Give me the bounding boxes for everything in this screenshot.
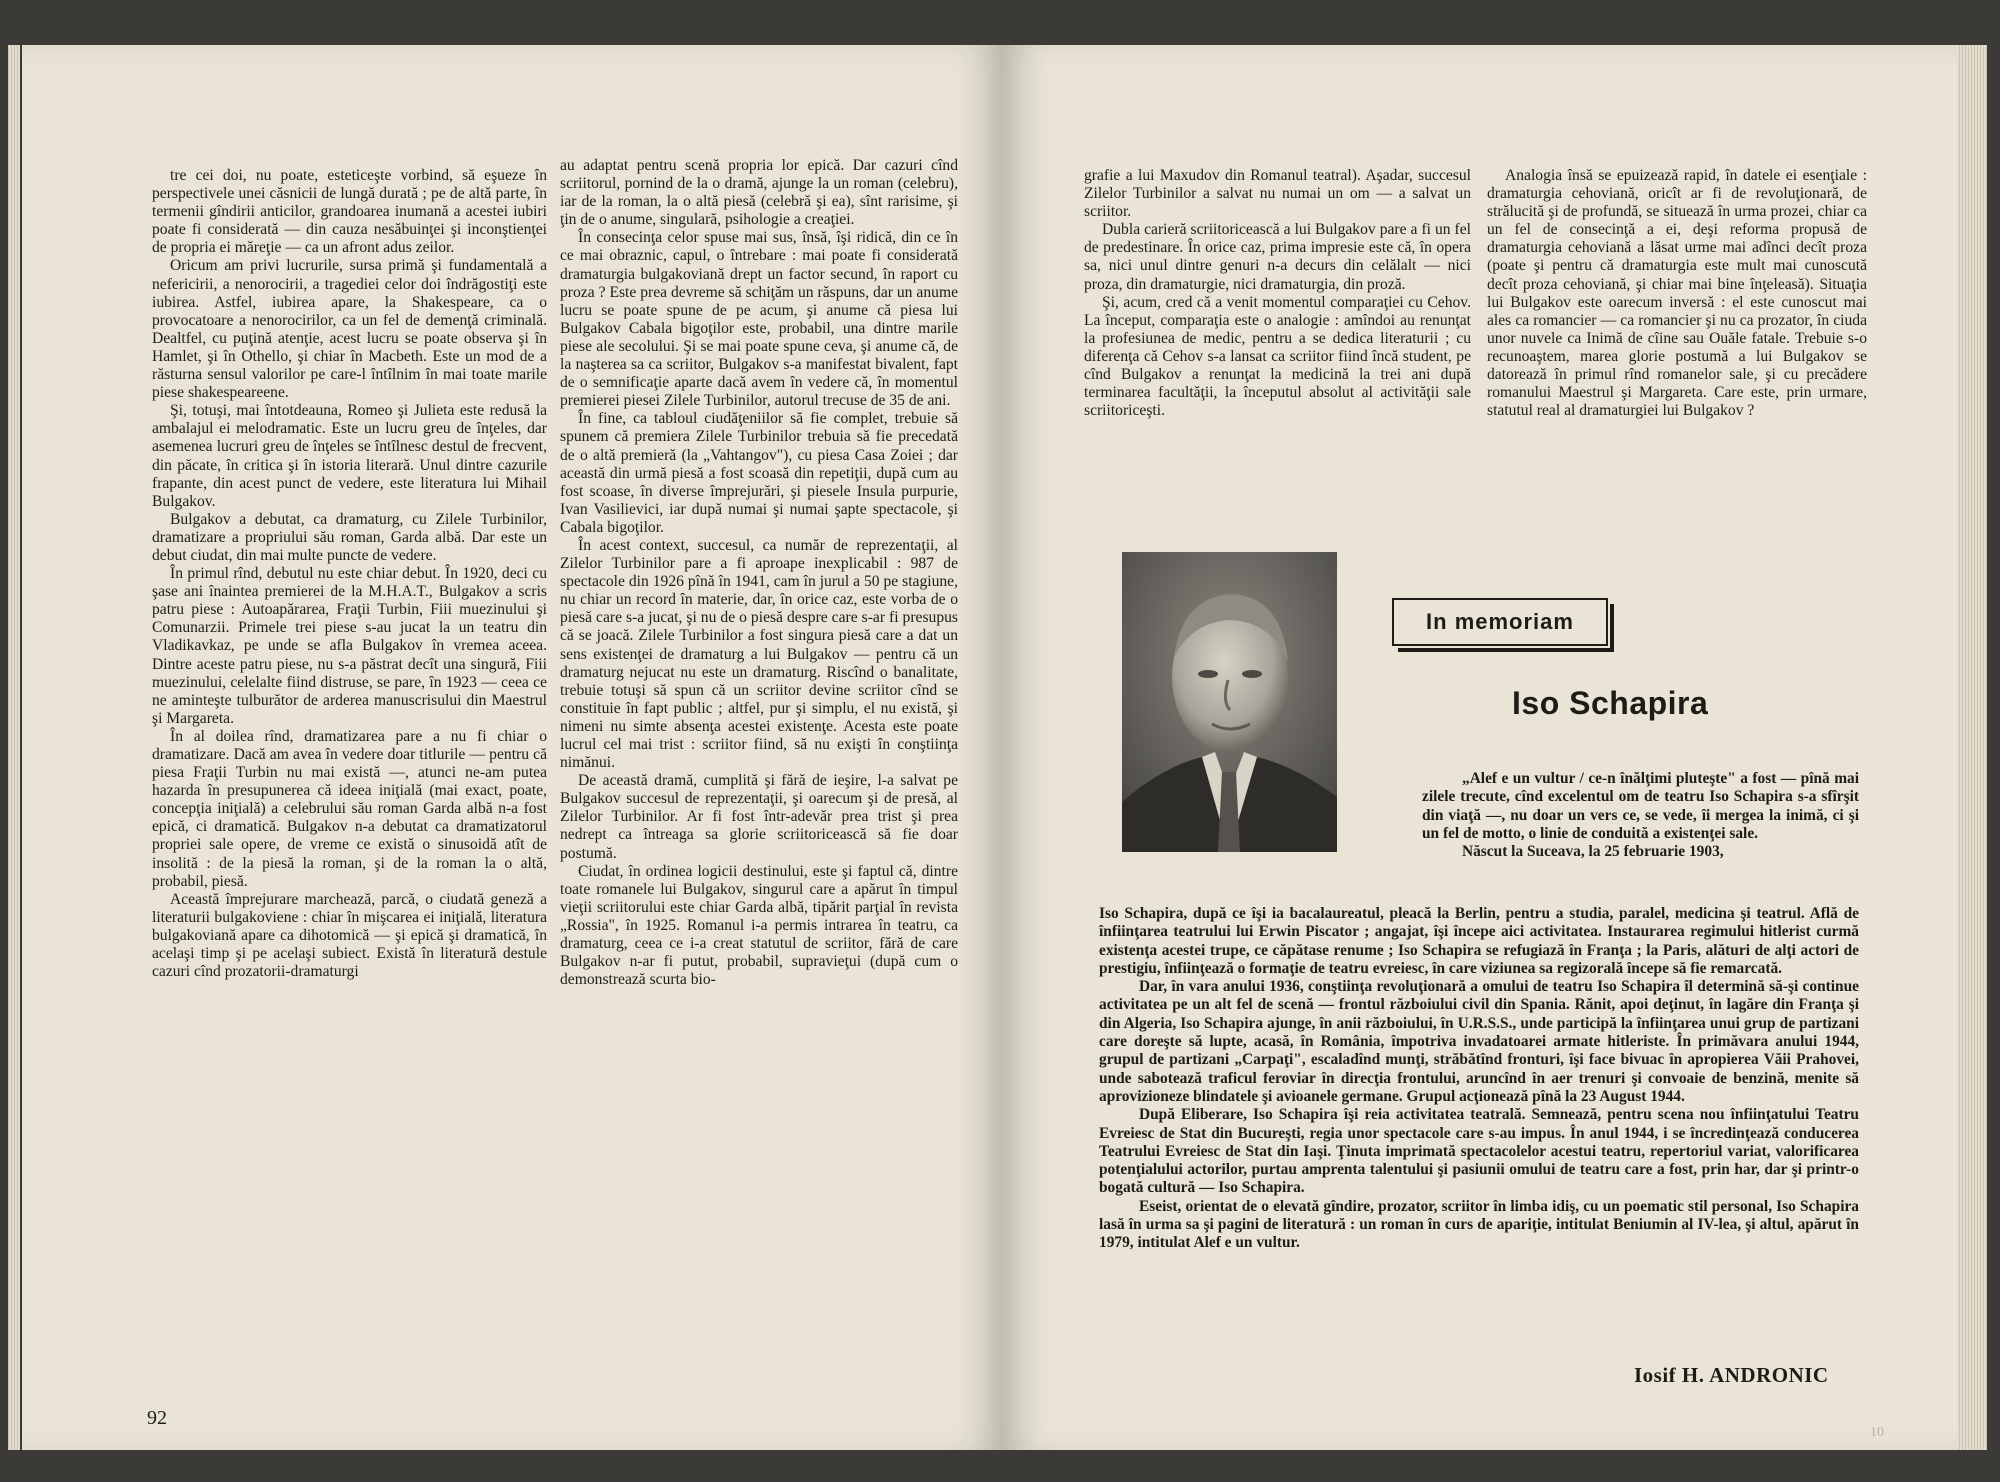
page-stack-left <box>8 45 20 1450</box>
paragraph: De această dramă, cumplită şi fără de ieşire, l-a salvat pe Bulgakov succesul de reprezentaţii, şi oarecum şi de presă, al Zilelor Turbinilor. Ar fi fost într-adevăr prea trist şi prea nedrept ca întreaga sa glorie scriitoricească să fie doar postumă. <box>560 772 958 862</box>
paragraph: Dubla carieră scriitoricească a lui Bulgakov pare a fi un fel de predestinare. În orice caz, prima impresie este că, în opera sa, nici unul dintre genuri n-a decurs din celălalt — nici proza, din dramaturgie, nici dramaturgia, din proză. <box>1084 221 1471 293</box>
paragraph: După Eliberare, Iso Schapira îşi reia activitatea teatrală. Semnează, pentru scena nou înfiinţatului Teatru Evreiesc de Stat din Bucureşti, regia unor spectacole care s-au impus. În anul 1944, i se încredinţează conducerea Teatrului Evreiesc de Stat din Iaşi. Ţinuta imprimată spectacolelor acestui teatru, repertoriul variat, valorificarea potenţialului actorilor, purtau amprenta talentului şi pasiunii omului de teatru care a fost, prin har, dar şi printr-o bogată cultură — Iso Schapira. <box>1099 1106 1859 1197</box>
obituary-body <box>1099 905 1859 1253</box>
paragraph: În al doilea rînd, dramatizarea pare a nu fi chiar o dramatizare. Dacă am avea în vedere doar titlurile — pentru că piesa Fraţii Turbin nu mai există —, atunci ne-am putea hazarda în presupunerea că ideea iniţială (mai exact, poate, concepţia iniţială) a celebrului său roman Garda albă n-a fost epică, ci dramatică. Bulgakov n-a debutat ca dramatizatorul propriei sale opere, de vreme ce există o sinusoidă atît de insolită : de la piesă la roman, şi de la roman la o altă, probabil, piesă. <box>152 727 547 890</box>
paragraph: Născut la Suceava, la 25 februarie 1903, <box>1462 843 1724 861</box>
right-column-1 <box>1084 167 1471 420</box>
left-column-1 <box>152 167 547 981</box>
left-page <box>22 45 1002 1450</box>
paragraph: Şi, acum, cred că a venit momentul comparaţiei cu Cehov. La început, comparaţia este o analogie : amîndoi au renunţat la profesiunea de medic, pentru a se dedica literaturii ; cu diferenţa că Cehov s-a lansat ca scriitor fiind încă student, pe cînd Bulgakov a renunţat la medicină la trei ani după terminarea facultăţii, la începutul absolut al activităţii sale scriitoriceşti. <box>1084 293 1471 420</box>
paragraph: În primul rînd, debutul nu este chiar debut. În 1920, deci cu şase ani înaintea premierei de la M.H.A.T., Bulgakov a scris patru piese : Autoapărarea, Fraţii Turbin, Fiii muezinului şi Comunarzii. Primele trei piese s-au jucat la un teatru din Vladikavkaz, pe unde se afla Bulgakov în vremea aceea. Dintre aceste patru piese, nu s-a păstrat decît una singură, Fiii muezinului, celelalte fiind distruse, se pare, în 1923 — ceea ce ne aminteşte tulburător de arderea manuscrisului din Maestrul şi Margareta. <box>152 565 547 727</box>
left-column-2 <box>560 157 958 989</box>
paragraph: Ciudat, în ordinea logicii destinului, este şi faptul că, dintre toate romanele lui Bulgakov, singurul care a apărut în timpul vieţii scriitorului este chiar Garda albă, tipărit parţial în revista „Rossia", în 1925. Romanul i-a permis intrarea în teatru, ca dramaturg, ceea ce i-a creat statutul de scriitor, fără de care Bulgakov n-ar fi putut, probabil, supravieţui (după cum o demonstrează scurta bio- <box>560 862 958 989</box>
paragraph: Şi, totuşi, mai întotdeauna, Romeo şi Julieta este redusă la ambalajul ei melodramatic. Este un lucru greu de înţeles, dar asemenea lucruri greu de înţeles se întîlnesc destul de frecvent, din păcate, în critica şi în istoria literară. Unul dintre cazurile frapante, din acest punct de vedere, este literatura lui Mihail Bulgakov. <box>152 402 547 510</box>
obituary-lead <box>1422 770 1859 861</box>
author-signature: Iosif H. ANDRONIC <box>1634 1363 1829 1387</box>
page-number: 92 <box>147 1407 167 1429</box>
paragraph: Bulgakov a debutat, ca dramaturg, cu Zilele Turbinilor, dramatizare a propriului său roman, Garda albă. Dar este un debut ciudat, din mai multe puncte de vedere. <box>152 510 547 564</box>
paragraph: „Alef e un vultur / ce-n înălţimi pluteşte" a fost — pînă mai zilele trecute, cînd excelentul om de teatru Iso Schapira s-a sfîrşit din viaţă —, nu doar un vers ce, se vede, îi mergea la inimă, ci şi un fel de motto, o linie de conduită a existenţei sale. <box>1422 770 1859 842</box>
paragraph: tre cei doi, nu poate, esteticeşte vorbind, să eşueze în perspectivele unei căsnicii de lungă durată ; pe de altă parte, în termenii gîndirii anticilor, grandoarea inumană a acestei iubiri poate fi considerată — din cauza nesăbuinţei şi inconştienţei de propria ei măreţie — ca un afront adus zeilor. <box>152 167 547 257</box>
right-page <box>1002 45 1957 1450</box>
paragraph: Oricum am privi lucrurile, sursa primă şi fundamentală a nefericirii, a nenorocirii, a tragediei celor doi îndrăgostiţi este iubirea. Astfel, iubirea apare, la Shakespeare, ca o provocatoare a nenorocirilor, ca un fel de demenţă criminală. Dealtfel, cu puţină atenţie, acest lucru se poate observa şi în Hamlet, şi în Othello, şi chiar în Macbeth. Este un mod de a răsturna sensul valorilor pe care-l întîlnim în mai toate marile piese shakespeareene. <box>152 257 547 402</box>
page-stack-right <box>1957 45 1987 1450</box>
paragraph: Dar, în vara anului 1936, conştiinţa revoluţionară a omului de teatru Iso Schapira îl determină să-şi continue activitatea pe un alt fel de scenă — frontul războiului civil din Spania. Rănit, apoi deţinut, în lagăre din Franţa şi din Algeria, Iso Schapira ajunge, în anii războiului, în U.R.S.S., unde participă la înfiinţarea unui grup de partizani care doreşte să lupte, acasă, în România, împotriva invadatoarei armate hitleriste. În primăvara anului 1944, grupul de partizani „Carpaţi", escaladînd munţi, străbătînd fronturi, îşi face bivuac în apropierea Văii Prahovei, unde sabotează traficul feroviar în direcţia frontului, aruncînd în aer trenuri şi convoaie de benzină, menite să aprovizioneze blindatele şi avioanele germane. Grupul acţionează pînă la 23 August 1944. <box>1099 978 1859 1105</box>
portrait-photo <box>1122 552 1337 852</box>
paragraph: grafie a lui Maxudov din Romanul teatral). Aşadar, succesul Zilelor Turbinilor a salvat nu numai un om — a salvat un scriitor. <box>1084 167 1471 221</box>
paragraph: au adaptat pentru scenă propria lor epică. Dar cazuri cînd scriitorul, pornind de la o dramă, ajunge la un roman (celebru), iar de la roman, la o altă piesă (celebră şi ea), sînt rarisime, şi ţin de o anume, singulară, psihologie a creaţiei. <box>560 157 958 229</box>
portrait-image <box>1122 552 1337 852</box>
paragraph: Analogia însă se epuizează rapid, în datele ei esenţiale : dramaturgia cehoviană, oricît ar fi de revoluţionară, de strălucită şi de profundă, se situează în urma prozei, chiar ca un fel de consecinţă a ei, deşi reforma propusă de dramaturgia cehoviană a lăsat urme mai adînci decît proza (poate şi pentru că dramaturgia este mult mai cunoscută decît proza cehoviană, şi chiar mai bine înţeleasă). Situaţia lui Bulgakov este oarecum inversă : el este cunoscut mai ales ca romancier — ca romancier şi nu ca prozator, în ciuda unor nuvele ca Inimă de cîine sau Ouăle fatale. Trebuie s-o recunoaştem, marea glorie postumă a lui Bulgakov se datorează în primul rînd romanelor sale, şi cu precădere romanului Maestrul şi Margareta. Care este, prin urmare, statutul real al dramaturgiei lui Bulgakov ? <box>1487 167 1867 420</box>
paragraph: Eseist, orientat de o elevată gîndire, prozator, scriitor în limba idiş, cu un poematic stil personal, Iso Schapira lasă în urma sa şi pagini de literatură : un roman în curs de apariţie, intitulat Beniumin al IV-lea, şi altul, apărut în 1979, intitulat Alef e un vultur. <box>1099 1197 1859 1252</box>
paragraph: În fine, ca tabloul ciudăţeniilor să fie complet, trebuie să spunem că premiera Zilele Turbinilor trebuia să fie precedată de o altă premieră (la „Vahtangov"), cu piesa Casa Zoiei ; dar această din urmă piesă a fost scoasă din repetiţii, după cum au fost scoase, în diverse împrejurări, şi piesele Insula purpurie, Ivan Vasilievici, iar după numai şi numai şapte spectacole, şi Cabala bigoţilor. <box>560 410 958 536</box>
in-memoriam-label: In memoriam <box>1392 598 1608 646</box>
paragraph: În acest context, succesul, ca număr de reprezentaţii, al Zilelor Turbinilor pare a fi aproape inexplicabil : 987 de spectacole din 1926 pînă în 1941, cam în jurul a 50 pe stagiune, nu chiar un record în materie, dar, în orice caz, este vorba de o piesă care s-a jucat, şi nu de o piesă despre care s-ar fi presupus că se joacă. Zilele Turbinilor a fost singura piesă care a dat un sens existenţei de dramaturg a lui Bulgakov — pentru că un dramaturg nejucat nu este un dramaturg. Riscînd o banalitate, trebuie totuşi să spun că un scriitor devine scriitor cînd se constituie în fapt public ; altfel, pur şi simplu, el nu există, şi nimeni nu simte absenţa acestei existenţe. Acesta este poate lucrul cel mai trist : scriitor fiind, să nu exişti în conştiinţa nimănui. <box>560 536 958 772</box>
paragraph: Această împrejurare marchează, parcă, o ciudată geneză a literaturii bulgakoviene : chiar în mişcarea ei iniţială, literatura bulgakoviană apare ca dihotomică — şi epică şi dramatică, în acelaşi timp şi pe acelaşi subiect. Există în literatură destule cazuri cînd prozatorii-dramaturgi <box>152 890 547 981</box>
paragraph: În consecinţa celor spuse mai sus, însă, îşi ridică, din ce în ce mai obraznic, capul, o întrebare : mai poate fi considerată dramaturgia bulgakoviană drept un factor secund, în raport cu proza ? Este prea devreme să schiţăm un răspuns, dar un anume lucru se poate spune de pe acum, şi anume că piesa lui Bulgakov Cabala bigoţilor este, probabil, una dintre marile piese ale secolului. Şi se mai poate spune ceva, şi anume că, de la naşterea sa ca scriitor, Bulgakov s-a manifestat bivalent, fapt de o semnificaţie aparte dacă avem în vedere că, în momentul premierei piesei Zilele Turbinilor, autorul trecuse de 35 de ani. <box>560 229 958 410</box>
paragraph: Iso Schapira, după ce îşi ia bacalaureatul, pleacă la Berlin, pentru a studia, paralel, medicina şi teatrul. Află de înfiinţarea teatrului lui Erwin Piscator ; angajat, îşi începe aici activitatea. Instaurarea regimului hitlerist curmă existenţa acestei trupe, ce căpătase renume ; Iso Schapira se refugiază în Franţa ; la Paris, alături de alţi actori de prestigiu, înfiinţează o formaţie de teatru evreiesc, în care viziunea sa regizorală începe să fie remarcată. <box>1099 905 1859 977</box>
obituary-title: Iso Schapira <box>1512 685 1709 721</box>
corner-mark: 10 <box>1870 1425 1884 1440</box>
right-column-2 <box>1487 167 1867 420</box>
